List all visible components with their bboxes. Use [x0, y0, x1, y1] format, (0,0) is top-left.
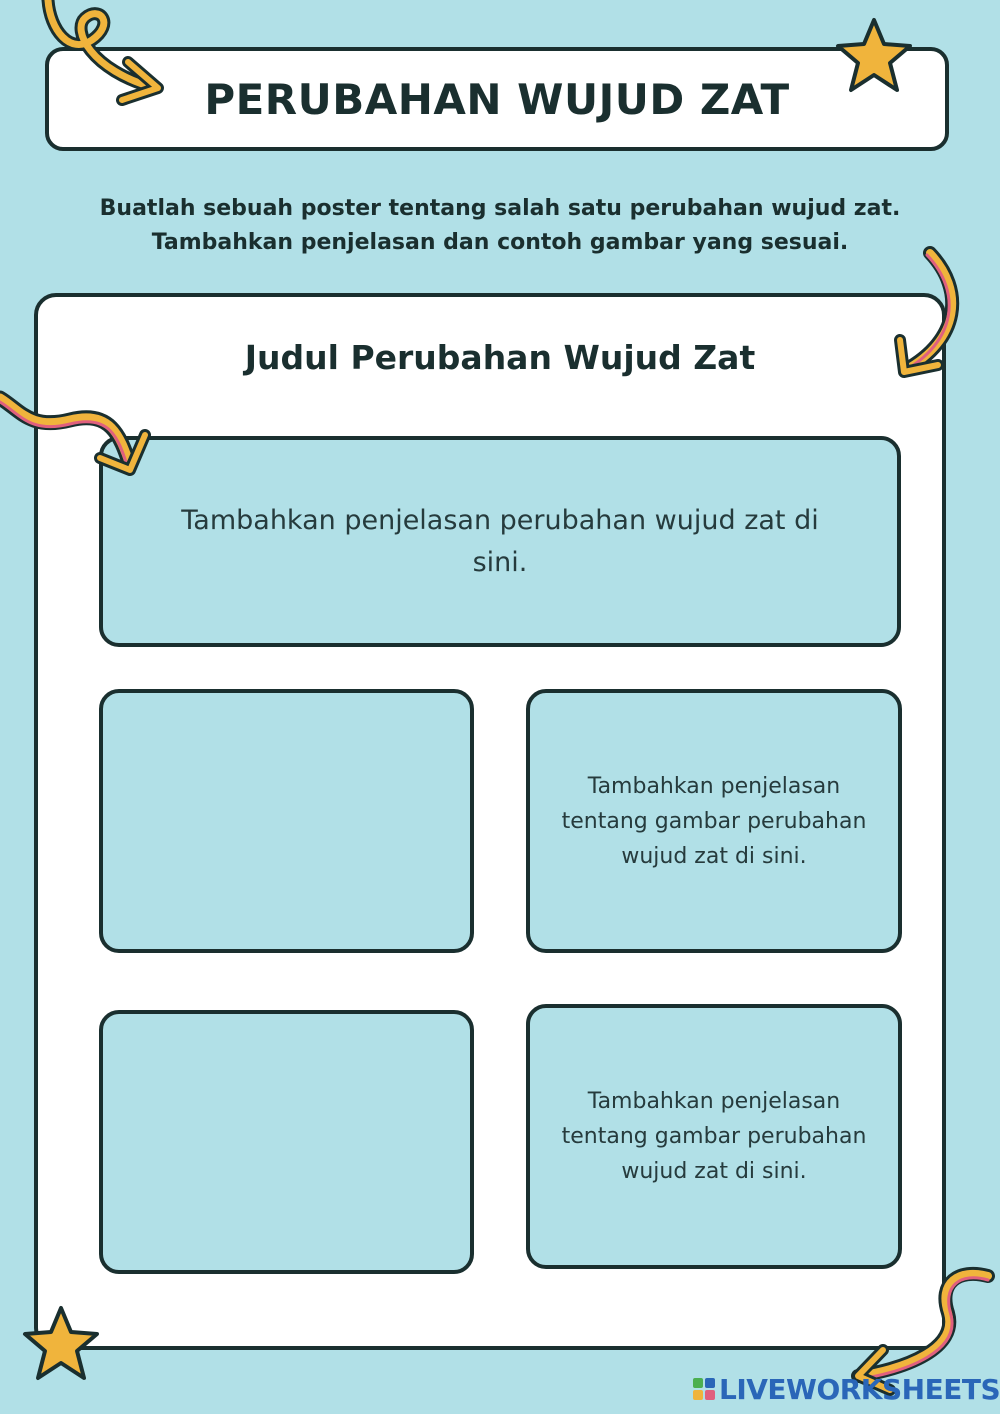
- curly-arrow-icon: [890, 245, 970, 385]
- image-panel-2[interactable]: [99, 1010, 474, 1274]
- liveworksheets-logo[interactable]: [693, 1372, 1000, 1406]
- caption-panel-2-text: Tambahkan penjelasan tentang gambar perubahan wujud zat di sini.: [561, 1089, 867, 1184]
- caption-panel-1-text: Tambahkan penjelasan tentang gambar perubahan wujud zat di sini.: [561, 773, 867, 869]
- curly-arrow-icon: [0, 380, 160, 495]
- page-title: PERUBAHAN WUJUD ZAT: [204, 74, 790, 124]
- star-icon: [833, 16, 915, 96]
- curly-arrow-icon: [30, 0, 170, 115]
- instructions: [60, 192, 940, 260]
- explanation-text: Tambahkan penjelasan perubahan wujud zat di sini.: [181, 504, 819, 578]
- star-icon: [20, 1304, 102, 1384]
- instructions-line-1: Buatlah sebuah poster tentang salah satu perubahan wujud zat.: [99, 196, 901, 221]
- logo-text: LIVEWORKSHEETS: [719, 1372, 1000, 1406]
- poster-title: Judul Perubahan Wujud Zat: [244, 338, 756, 377]
- image-panel-1[interactable]: [99, 689, 474, 953]
- logo-mark-icon: [693, 1378, 715, 1400]
- caption-panel-1[interactable]: [526, 689, 902, 953]
- title-banner: [45, 47, 949, 151]
- instructions-line-2: Tambahkan penjelasan dan contoh gambar yang sesuai.: [151, 230, 849, 255]
- explanation-panel[interactable]: [99, 436, 901, 647]
- caption-panel-2[interactable]: [526, 1004, 902, 1269]
